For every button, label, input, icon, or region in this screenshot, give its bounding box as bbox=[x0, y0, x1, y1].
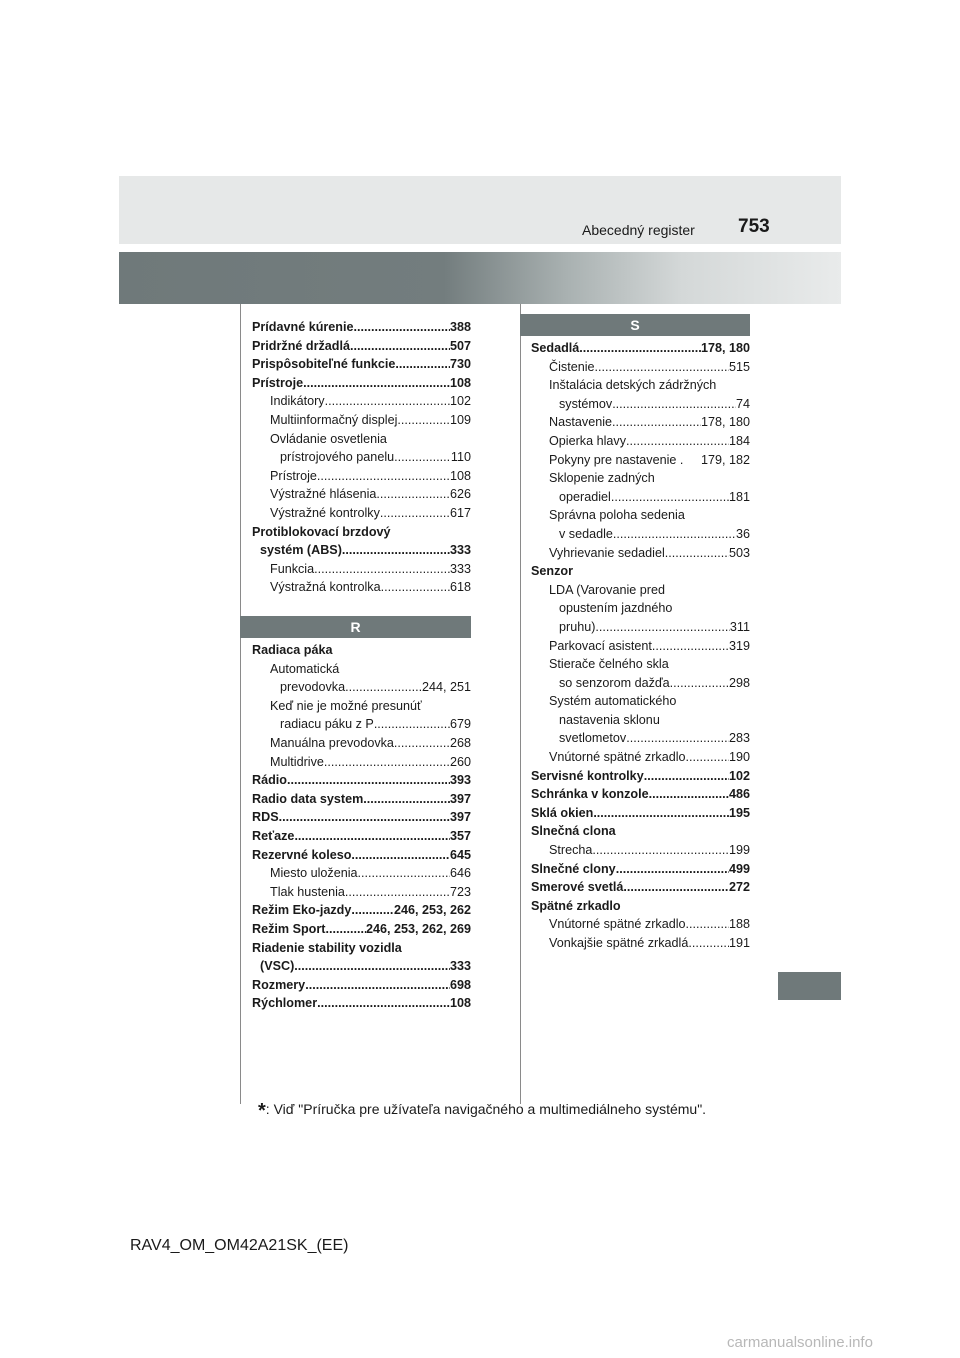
dot-leader bbox=[644, 767, 729, 786]
index-entry-text: pruhu) bbox=[559, 619, 596, 634]
index-entry-page: 486 bbox=[728, 787, 750, 802]
index-entry-text: nastavenia sklonu bbox=[559, 712, 660, 727]
watermark: carmanualsonline.info bbox=[727, 1334, 873, 1351]
index-entry-text: Slnečná clona bbox=[531, 824, 616, 839]
index-entry bbox=[252, 771, 471, 790]
letter-heading-r: R bbox=[240, 616, 471, 638]
index-entry-text: Prístroje bbox=[252, 375, 304, 390]
footnote-text: : Viď "Príručka pre užívateľa navigačného a multimediálneho systému". bbox=[265, 1101, 707, 1117]
index-entry-text: Režim Sport bbox=[252, 921, 326, 936]
dot-leader bbox=[351, 901, 394, 920]
index-entry bbox=[531, 897, 750, 916]
index-entry bbox=[531, 432, 750, 451]
index-column-p bbox=[252, 318, 471, 597]
dot-leader bbox=[592, 841, 729, 860]
index-entry-page: 178, 180 bbox=[700, 415, 750, 430]
dot-leader bbox=[595, 358, 729, 377]
dot-leader bbox=[376, 485, 450, 504]
index-entry-page: 178, 180 bbox=[700, 341, 750, 355]
index-entry-text: Systém automatického bbox=[549, 694, 677, 709]
dot-leader bbox=[351, 846, 450, 865]
dot-leader bbox=[303, 374, 450, 393]
index-entry-text: Nastavenie bbox=[549, 415, 613, 430]
index-entry-page: 74 bbox=[735, 396, 750, 411]
header-gradient-band bbox=[119, 252, 841, 304]
index-entry-text: RDS bbox=[252, 810, 279, 825]
index-entry bbox=[252, 827, 471, 846]
index-entry bbox=[252, 504, 471, 523]
index-entry-text: Slnečné clony bbox=[531, 861, 616, 876]
index-entry bbox=[252, 808, 471, 827]
index-entry-page: 110 bbox=[450, 450, 471, 465]
index-entry-text: Reťaze bbox=[252, 828, 295, 843]
index-entry-page: 723 bbox=[449, 884, 471, 899]
index-entry-text: Automatická bbox=[270, 661, 340, 676]
index-entry-page: 319 bbox=[728, 638, 750, 653]
index-entry bbox=[252, 790, 471, 809]
index-entry-text: Tlak hustenia bbox=[270, 884, 345, 899]
index-entry-page: 181 bbox=[728, 489, 750, 504]
index-entry-page: 283 bbox=[728, 731, 750, 746]
index-entry-page: 515 bbox=[728, 359, 750, 374]
index-entry-text: Čistenie bbox=[549, 359, 595, 374]
index-entry-page: 679 bbox=[449, 717, 471, 732]
dot-leader bbox=[354, 318, 450, 337]
index-entry-page: 108 bbox=[449, 468, 471, 483]
index-entry-text: Sedadlá bbox=[531, 341, 580, 355]
index-entry bbox=[252, 920, 471, 939]
index-entry bbox=[531, 599, 750, 618]
index-entry bbox=[252, 678, 471, 697]
index-entry-page: 184 bbox=[728, 433, 750, 448]
index-entry-text: Strecha bbox=[549, 843, 593, 858]
dot-leader bbox=[612, 395, 736, 414]
index-entry-page: 246, 253, 262, 269 bbox=[365, 921, 471, 936]
index-entry bbox=[252, 523, 471, 542]
index-column-s bbox=[531, 339, 750, 953]
index-entry-text: radiacu páku z P bbox=[280, 717, 374, 732]
index-entry-text: opustením jazdného bbox=[559, 601, 673, 616]
dot-leader bbox=[579, 339, 701, 358]
index-entry-text: Protiblokovací brzdový bbox=[252, 524, 391, 539]
index-entry bbox=[252, 734, 471, 753]
index-entry bbox=[531, 785, 750, 804]
index-entry bbox=[252, 374, 471, 393]
index-entry-text: Radio data system bbox=[252, 791, 364, 806]
dot-leader bbox=[342, 541, 450, 560]
index-entry-text: Prístroje bbox=[270, 468, 317, 483]
index-entry-text: Vyhrievanie sedadiel bbox=[549, 545, 665, 560]
dot-leader bbox=[380, 504, 450, 523]
dot-leader bbox=[345, 883, 450, 902]
index-entry-text: Prídavné kúrenie bbox=[252, 320, 354, 334]
dot-leader bbox=[314, 560, 450, 579]
dot-leader bbox=[394, 734, 450, 753]
dot-leader bbox=[613, 525, 736, 544]
index-entry-text: Sklá okien bbox=[531, 805, 594, 820]
index-entry bbox=[252, 541, 471, 560]
index-entry bbox=[531, 506, 750, 525]
dot-leader bbox=[317, 994, 450, 1013]
index-entry-page: 617 bbox=[449, 505, 471, 520]
index-entry bbox=[531, 711, 750, 730]
index-entry bbox=[252, 485, 471, 504]
index-entry bbox=[252, 578, 471, 597]
index-entry-page: 246, 253, 262 bbox=[393, 903, 471, 918]
index-entry-page: 272 bbox=[728, 880, 750, 895]
dot-leader bbox=[626, 432, 729, 451]
dot-leader bbox=[345, 678, 422, 697]
dot-leader bbox=[358, 864, 450, 883]
index-entry-text: (VSC) bbox=[260, 959, 295, 974]
index-entry bbox=[531, 544, 750, 563]
index-entry-text: Vnútorné spätné zrkadlo bbox=[549, 750, 686, 765]
index-entry bbox=[531, 413, 750, 432]
index-entry-page: 244, 251 bbox=[421, 680, 471, 695]
index-entry bbox=[531, 934, 750, 953]
dot-leader bbox=[287, 771, 450, 790]
index-entry-text: Režim Eko-jazdy bbox=[252, 903, 352, 918]
index-entry-text: prístrojového panelu bbox=[280, 450, 395, 465]
index-entry bbox=[531, 860, 750, 879]
section-side-tab bbox=[778, 972, 841, 1000]
index-entry-text: Servisné kontrolky bbox=[531, 768, 644, 783]
footnote-marker: * bbox=[258, 1100, 266, 1122]
index-entry bbox=[252, 715, 471, 734]
index-entry bbox=[531, 525, 750, 544]
index-entry-text: Miesto uloženia bbox=[270, 866, 358, 881]
index-entry bbox=[252, 864, 471, 883]
index-entry-text: Rádio bbox=[252, 773, 287, 788]
index-entry bbox=[531, 618, 750, 637]
index-entry bbox=[252, 355, 471, 374]
index-column-r bbox=[252, 641, 471, 1013]
index-entry bbox=[252, 560, 471, 579]
dot-leader bbox=[595, 618, 730, 637]
index-entry-text: Prispôsobiteľné funkcie bbox=[252, 357, 396, 372]
index-entry bbox=[531, 395, 750, 414]
index-entry-text: Sklopenie zadných bbox=[549, 471, 655, 486]
index-entry bbox=[531, 822, 750, 841]
dot-leader bbox=[294, 957, 450, 976]
index-entry-text: Vonkajšie spätné zrkadlá bbox=[549, 936, 689, 950]
index-entry bbox=[531, 674, 750, 693]
index-entry bbox=[252, 337, 471, 356]
index-entry-text: Radiaca páka bbox=[252, 643, 333, 657]
index-entry bbox=[252, 957, 471, 976]
index-entry bbox=[531, 376, 750, 395]
dot-leader bbox=[688, 934, 729, 953]
dot-leader bbox=[649, 785, 729, 804]
dot-leader bbox=[652, 637, 729, 656]
dot-leader bbox=[317, 467, 450, 486]
index-entry bbox=[252, 883, 471, 902]
index-entry-text: LDA (Varovanie pred bbox=[549, 582, 665, 597]
index-entry-page: 108 bbox=[449, 996, 471, 1011]
index-entry-page: 102 bbox=[728, 768, 750, 783]
dot-leader bbox=[686, 748, 729, 767]
index-entry bbox=[531, 915, 750, 934]
dot-leader bbox=[294, 827, 450, 846]
index-entry-text: Smerové svetlá bbox=[531, 880, 624, 895]
index-entry bbox=[531, 339, 750, 358]
index-entry-page: 618 bbox=[449, 580, 471, 595]
index-entry bbox=[252, 846, 471, 865]
index-entry-text: Správna poloha sedenia bbox=[549, 508, 685, 523]
dot-leader bbox=[374, 715, 450, 734]
index-entry-text: Schránka v konzole bbox=[531, 787, 649, 802]
index-entry bbox=[531, 841, 750, 860]
index-entry-text: Funkcia bbox=[270, 561, 315, 576]
index-entry-page: 730 bbox=[449, 357, 471, 372]
index-entry bbox=[252, 641, 471, 660]
index-entry-page: 499 bbox=[728, 861, 750, 876]
index-entry-page: 108 bbox=[449, 375, 471, 390]
index-entry bbox=[531, 804, 750, 823]
index-entry-page: 190 bbox=[728, 750, 750, 765]
dot-leader bbox=[611, 488, 729, 507]
index-entry-text: Výstražné kontrolky bbox=[270, 505, 380, 520]
index-entry bbox=[252, 392, 471, 411]
footnote bbox=[258, 1100, 706, 1123]
index-entry-page: 199 bbox=[728, 843, 750, 858]
index-entry bbox=[252, 976, 471, 995]
index-entry-text: Pridržné držadlá bbox=[252, 338, 350, 353]
index-entry bbox=[531, 692, 750, 711]
dot-leader bbox=[395, 355, 450, 374]
index-entry-page: 109 bbox=[449, 412, 471, 427]
index-entry bbox=[252, 411, 471, 430]
index-entry-page: 698 bbox=[449, 977, 471, 992]
index-entry-page: 260 bbox=[449, 754, 471, 769]
page-number: 753 bbox=[738, 216, 770, 237]
index-entry-page: 397 bbox=[449, 810, 471, 825]
index-entry-page: 333 bbox=[449, 543, 471, 558]
dot-leader bbox=[325, 392, 450, 411]
index-entry-page: 333 bbox=[449, 959, 471, 974]
dot-leader bbox=[397, 411, 450, 430]
index-entry bbox=[531, 878, 750, 897]
index-entry-text: prevodovka bbox=[280, 680, 346, 695]
dot-leader bbox=[363, 790, 450, 809]
dot-leader bbox=[665, 544, 729, 563]
index-entry-text: so senzorom dažďa bbox=[559, 675, 670, 690]
index-entry-text: Výstražné hlásenia bbox=[270, 487, 377, 502]
index-entry-text: Spätné zrkadlo bbox=[531, 898, 621, 913]
index-entry bbox=[531, 748, 750, 767]
left-column-divider bbox=[240, 304, 241, 1104]
dot-leader bbox=[623, 878, 729, 897]
index-entry-page: 102 bbox=[449, 394, 471, 409]
index-entry bbox=[531, 358, 750, 377]
dot-leader bbox=[324, 753, 450, 772]
index-entry-text: v sedadle bbox=[559, 526, 613, 541]
index-entry-text: systém (ABS) bbox=[260, 543, 342, 558]
middle-column-divider bbox=[520, 304, 521, 1104]
letter-heading-s: S bbox=[520, 314, 750, 336]
index-entry-text: Vnútorné spätné zrkadlo bbox=[549, 917, 686, 932]
index-entry-text: Výstražná kontrolka bbox=[270, 580, 381, 595]
index-entry-page: 36 bbox=[735, 526, 750, 541]
page-title: Abecedný register bbox=[582, 222, 695, 238]
index-entry-page: 507 bbox=[449, 338, 471, 353]
index-entry bbox=[531, 767, 750, 786]
index-entry bbox=[531, 562, 750, 581]
index-entry-page: 195 bbox=[728, 805, 750, 820]
index-entry-page: 179, 182 bbox=[700, 452, 750, 467]
document-code: RAV4_OM_OM42A21SK_(EE) bbox=[130, 1237, 349, 1254]
index-entry bbox=[252, 901, 471, 920]
index-entry bbox=[252, 318, 471, 337]
index-entry-text: Indikátory bbox=[270, 394, 325, 409]
index-entry-page: 268 bbox=[449, 735, 471, 750]
index-entry-text: Opierka hlavy bbox=[549, 433, 626, 448]
index-entry bbox=[252, 448, 471, 467]
index-entry-page: 357 bbox=[449, 828, 471, 843]
dot-leader bbox=[394, 448, 451, 467]
dot-leader bbox=[593, 804, 729, 823]
index-entry-text: Multidrive bbox=[270, 754, 324, 769]
dot-leader bbox=[325, 920, 365, 939]
index-entry bbox=[252, 753, 471, 772]
dot-leader bbox=[612, 413, 701, 432]
index-entry-page: 503 bbox=[728, 545, 750, 560]
index-entry bbox=[531, 451, 750, 470]
index-entry-page: 397 bbox=[449, 791, 471, 806]
index-entry-page: 626 bbox=[449, 487, 471, 502]
index-entry-text: Ovládanie osvetlenia bbox=[270, 431, 387, 446]
index-entry-page: 333 bbox=[449, 561, 471, 576]
header-band bbox=[119, 176, 841, 244]
index-entry-page: 645 bbox=[449, 847, 471, 862]
index-entry bbox=[531, 581, 750, 600]
index-entry-text: Manuálna prevodovka bbox=[270, 735, 394, 750]
index-entry bbox=[531, 655, 750, 674]
dot-leader bbox=[626, 729, 729, 748]
dot-leader bbox=[670, 674, 729, 693]
index-entry bbox=[252, 467, 471, 486]
index-entry-page: 388 bbox=[449, 320, 471, 334]
index-entry-text: Keď nie je možné presunúť bbox=[270, 698, 422, 713]
index-entry bbox=[531, 637, 750, 656]
index-entry-text: Rezervné koleso bbox=[252, 847, 352, 862]
index-entry-text: Pokyny pre nastavenie . bbox=[549, 452, 684, 467]
index-entry-text: Riadenie stability vozidla bbox=[252, 940, 402, 955]
dot-leader bbox=[686, 915, 729, 934]
dot-leader bbox=[305, 976, 450, 995]
dot-leader bbox=[350, 337, 450, 356]
index-entry bbox=[531, 469, 750, 488]
dot-leader bbox=[381, 578, 450, 597]
index-entry-text: svetlometov bbox=[559, 731, 627, 746]
index-entry-text: Inštalácia detských zádržných bbox=[549, 378, 717, 393]
index-entry-page: 188 bbox=[728, 917, 750, 932]
index-entry-page: 311 bbox=[729, 619, 750, 634]
index-entry bbox=[252, 939, 471, 958]
index-entry-page: 393 bbox=[449, 773, 471, 788]
index-entry-text: Senzor bbox=[531, 564, 573, 579]
index-entry bbox=[531, 729, 750, 748]
index-entry-text: Parkovací asistent bbox=[549, 638, 652, 653]
index-entry-text: Stierače čelného skla bbox=[549, 657, 669, 672]
index-entry bbox=[252, 697, 471, 716]
index-entry-page: 646 bbox=[449, 866, 471, 881]
dot-leader bbox=[616, 860, 729, 879]
index-entry bbox=[252, 994, 471, 1013]
index-entry bbox=[252, 430, 471, 449]
dot-leader bbox=[279, 808, 450, 827]
index-entry-text: systémov bbox=[559, 396, 613, 411]
index-entry-page: 298 bbox=[728, 675, 750, 690]
index-entry-text: Rýchlomer bbox=[252, 996, 318, 1011]
index-entry bbox=[531, 488, 750, 507]
index-entry-text: Multiinformačný displej bbox=[270, 412, 398, 427]
index-entry-page: 191 bbox=[728, 936, 750, 950]
index-entry-text: Rozmery bbox=[252, 977, 306, 992]
index-entry bbox=[252, 660, 471, 679]
index-entry-text: operadiel bbox=[559, 489, 611, 504]
